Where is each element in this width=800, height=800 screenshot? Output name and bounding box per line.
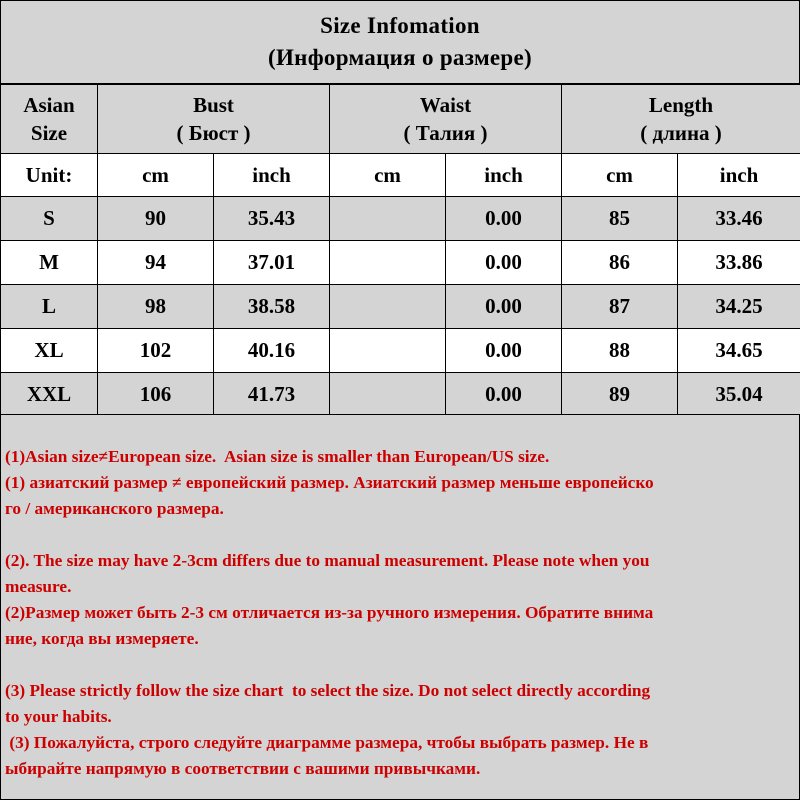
length-cm-cell: 89 <box>562 373 678 417</box>
table-row <box>1 241 800 285</box>
waist-inch-cell: 0.00 <box>446 329 562 373</box>
note-2-ru-a: (2)Размер может быть 2-3 см отличается из-за ручного измерения. Обратите внима <box>5 603 654 622</box>
note-3-en-b: to your habits. <box>5 707 112 726</box>
size-cell: S <box>1 197 98 241</box>
notes-box <box>0 414 800 800</box>
title-box <box>0 0 800 84</box>
bust-cm-cell: 102 <box>98 329 214 373</box>
bust-cm-cell: 106 <box>98 373 214 417</box>
waist-inch-cell: 0.00 <box>446 285 562 329</box>
bust-inch-cell: 38.58 <box>214 285 330 329</box>
title-line-2: (Информация о размере) <box>268 45 532 70</box>
unit-bust-inch: inch <box>214 154 330 197</box>
waist-inch-cell: 0.00 <box>446 241 562 285</box>
unit-length-inch: inch <box>678 154 800 197</box>
unit-waist-cm: cm <box>330 154 446 197</box>
unit-bust-cm: cm <box>98 154 214 197</box>
waist-cm-cell <box>330 285 446 329</box>
note-2-ru-b: ние, когда вы измеряете. <box>5 629 199 648</box>
length-cm-cell: 86 <box>562 241 678 285</box>
header-waist: Waist ( Талия ) <box>330 85 562 154</box>
length-inch-cell: 35.04 <box>678 373 800 417</box>
note-3-en-a: (3) Please strictly follow the size chart to select the size. Do not select directly according <box>5 681 651 700</box>
table-row <box>1 197 800 241</box>
waist-cm-cell <box>330 197 446 241</box>
length-cm-cell: 87 <box>562 285 678 329</box>
table-row <box>1 329 800 373</box>
length-inch-cell: 34.65 <box>678 329 800 373</box>
waist-cm-cell <box>330 373 446 417</box>
note-1 <box>1 415 799 522</box>
length-inch-cell: 33.86 <box>678 241 800 285</box>
note-spacer <box>1 522 799 548</box>
note-2-en-b: measure. <box>5 577 72 596</box>
table-row <box>1 373 800 417</box>
bust-inch-cell: 37.01 <box>214 241 330 285</box>
size-cell: L <box>1 285 98 329</box>
waist-cm-cell <box>330 241 446 285</box>
note-1-ru-b: го / американского размера. <box>5 499 224 518</box>
bust-inch-cell: 35.43 <box>214 197 330 241</box>
bust-cm-cell: 98 <box>98 285 214 329</box>
length-cm-cell: 88 <box>562 329 678 373</box>
size-cell: XL <box>1 329 98 373</box>
bust-cm-cell: 94 <box>98 241 214 285</box>
size-table <box>0 84 800 417</box>
unit-label: Unit: <box>1 154 98 197</box>
length-inch-cell: 33.46 <box>678 197 800 241</box>
title-line-1: Size Infomation <box>320 13 480 38</box>
note-spacer <box>1 652 799 678</box>
waist-inch-cell: 0.00 <box>446 197 562 241</box>
bust-inch-cell: 40.16 <box>214 329 330 373</box>
note-2-en-a: (2). The size may have 2-3cm differs due to manual measurement. Please note when you <box>5 551 650 570</box>
note-2 <box>1 548 799 652</box>
bust-inch-cell: 41.73 <box>214 373 330 417</box>
note-1-en: (1)Asian size≠European size. Asian size is smaller than European/US size. <box>5 447 550 466</box>
header-size: Asian Size <box>1 85 98 154</box>
table-row <box>1 285 800 329</box>
waist-inch-cell: 0.00 <box>446 373 562 417</box>
unit-waist-inch: inch <box>446 154 562 197</box>
size-cell: XXL <box>1 373 98 417</box>
unit-length-cm: cm <box>562 154 678 197</box>
length-inch-cell: 34.25 <box>678 285 800 329</box>
note-3 <box>1 678 799 782</box>
header-row <box>1 85 800 154</box>
size-cell: M <box>1 241 98 285</box>
note-3-ru-b: ыбирайте напрямую в соответствии с вашими привычками. <box>5 759 481 778</box>
header-bust: Bust ( Бюст ) <box>98 85 330 154</box>
length-cm-cell: 85 <box>562 197 678 241</box>
header-length: Length ( длина ) <box>562 85 800 154</box>
bust-cm-cell: 90 <box>98 197 214 241</box>
waist-cm-cell <box>330 329 446 373</box>
unit-row <box>1 154 800 197</box>
note-1-ru-a: (1) азиатский размер ≠ европейский размер. Азиатский размер меньше европейско <box>5 473 654 492</box>
note-3-ru-a: (3) Пожалуйста, строго следуйте диаграмме размера, чтобы выбрать размер. Не в <box>5 733 649 752</box>
